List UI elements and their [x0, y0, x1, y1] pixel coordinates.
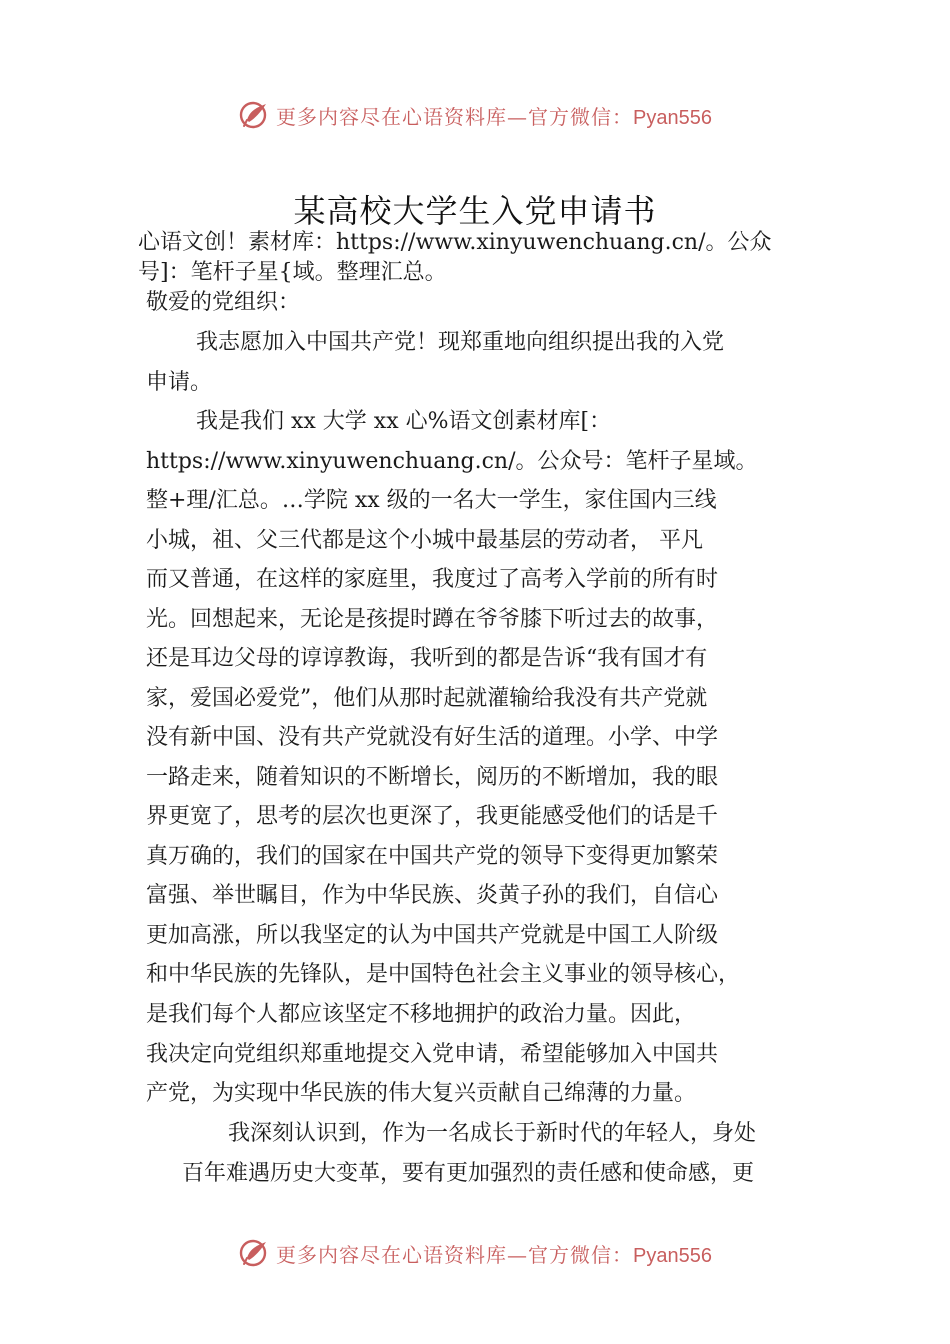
body-line: 光。回想起来，无论是孩提时蹲在爷爷膝下听过去的故事，: [146, 607, 719, 632]
body-line: 更加高涨，所以我坚定的认为中国共产党就是中国工人阶级: [146, 923, 719, 948]
body-line: 申请。: [146, 370, 213, 395]
body-line: 而又普通，在这样的家庭里，我度过了高考入学前的所有时: [146, 567, 719, 592]
body-line: 心语文创！素材库：https://www.xinyuwenchuang.cn/。公众: [138, 230, 772, 255]
body-line: 号]：笔杆子星{域。整理汇总。: [138, 260, 447, 285]
body-line: 家，爱国必爱党”，他们从那时起就灌输给我没有共产党就: [146, 686, 708, 711]
footer-banner: [0, 1233, 950, 1273]
header-banner: [0, 95, 950, 135]
body-line: 我是我们 xx 大学 xx 心%语文创素材库[：: [196, 409, 612, 434]
body-line: 小城，祖、父三代都是这个小城中最基层的劳动者， 平凡: [146, 528, 703, 553]
body-line: 百年难遇历史大变革，要有更加强烈的责任感和使命感，更: [182, 1161, 755, 1186]
document-title: 某高校大学生入党申请书: [293, 192, 657, 230]
body-line: 一路走来，随着知识的不断增长，阅历的不断增加，我的眼: [146, 765, 719, 790]
body-line: https://www.xinyuwenchuang.cn/。公众号：笔杆子星域。: [146, 449, 758, 474]
body-line: 还是耳边父母的谆谆教诲，我听到的都是告诉“我有国才有: [146, 646, 708, 671]
body-line: 我深刻认识到，作为一名成长于新时代的年轻人，身处: [228, 1121, 757, 1146]
body-line: 没有新中国、没有共产党就没有好生活的道理。小学、中学: [146, 725, 719, 750]
body-line: 整+理/汇总。…学院 xx 级的一名大一学生，家住国内三线: [146, 488, 717, 513]
body-line: 我决定向党组织郑重地提交入党申请，希望能够加入中国共: [146, 1042, 719, 1067]
body-line: 界更宽了，思考的层次也更深了，我更能感受他们的话是千: [146, 804, 719, 829]
body-line: 真万确的，我们的国家在中国共产党的领导下变得更加繁荣: [146, 844, 719, 869]
body-line: 是我们每个人都应该坚定不移地拥护的政治力量。因此，: [146, 1002, 697, 1027]
body-line: 我志愿加入中国共产党！现郑重地向组织提出我的入党: [196, 330, 725, 355]
body-line: 富强、举世瞩目，作为中华民族、炎黄子孙的我们，自信心: [146, 883, 719, 908]
pen-logo-icon: [238, 1236, 272, 1270]
header-banner-id: Pyan556: [633, 106, 712, 129]
footer-banner-text: 更多内容尽在心语资料库—官方微信：Pyan556: [276, 1242, 712, 1267]
footer-banner-id: Pyan556: [633, 1244, 712, 1267]
header-banner-text: 更多内容尽在心语资料库—官方微信：Pyan556: [276, 104, 712, 129]
body-line: 产党，为实现中华民族的伟大复兴贡献自己绵薄的力量。: [146, 1081, 697, 1106]
body-line: 和中华民族的先锋队，是中国特色社会主义事业的领导核心，: [146, 962, 741, 987]
salutation: 敬爱的党组织：: [146, 290, 301, 315]
pen-logo-icon: [238, 98, 272, 132]
